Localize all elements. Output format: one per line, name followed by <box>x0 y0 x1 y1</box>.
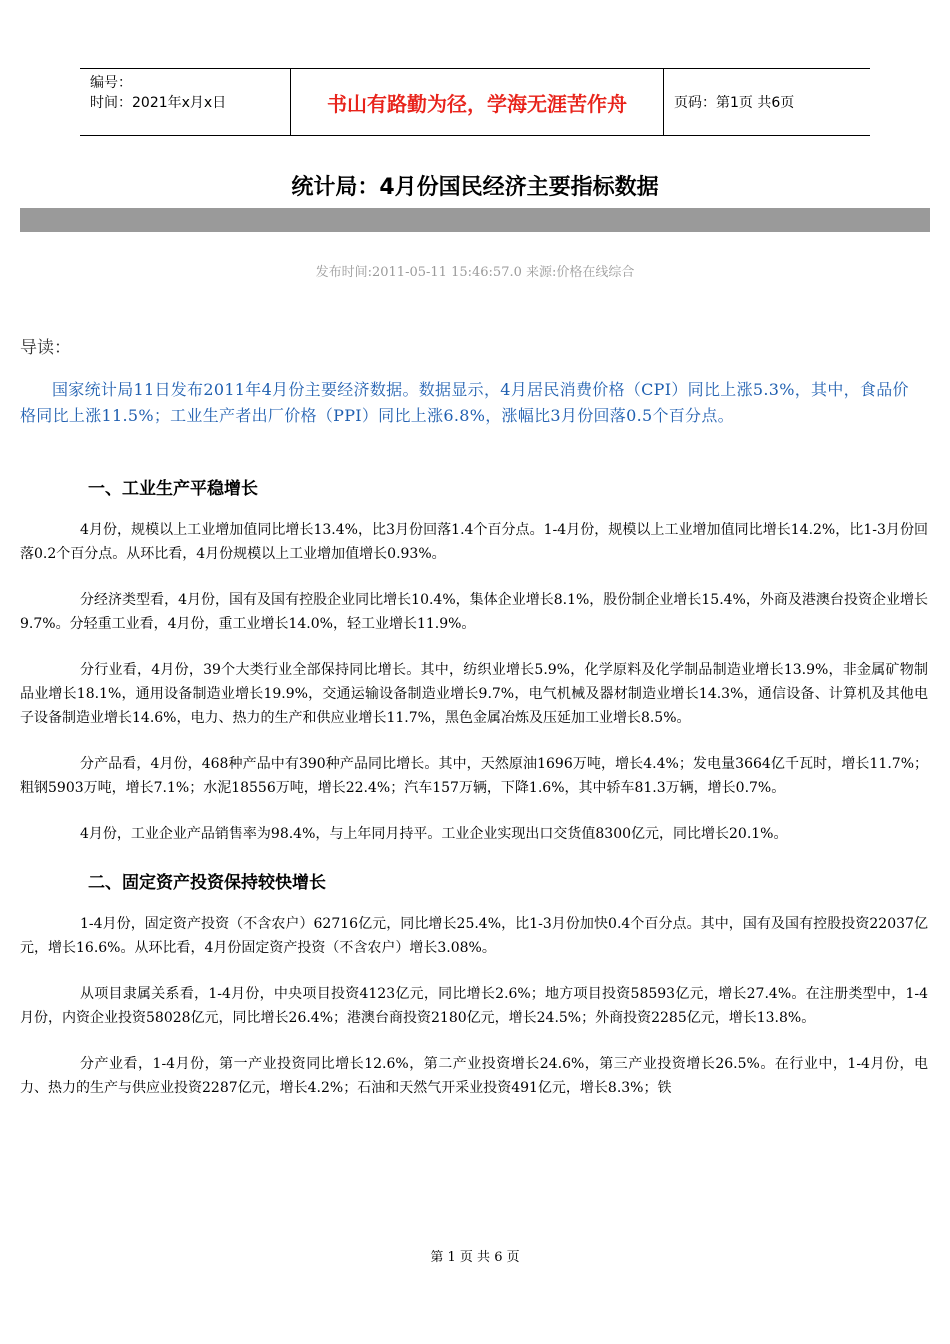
paragraph: 4月份，规模以上工业增加值同比增长13.4%，比3月份回落1.4个百分点。1-4月份，规模以上工业增加值同比增长14.2%，比1-3月份回落0.2个百分点。从环比看，4月份规模以上工业增加值增长0.93%。 <box>20 522 928 562</box>
header-page-info: 页码：第1页 共6页 <box>674 95 795 111</box>
paragraph: 分产品看，4月份，468种产品中有390种产品同比增长。其中，天然原油1696万吨，增长4.4%；发电量3664亿千瓦时，增长11.7%；粗钢5903万吨，增长7.1%；水泥18556万吨，增长22.4%；汽车157万辆，下降1.6%，其中轿车81.3万辆，增长0.7%。 <box>20 756 928 796</box>
section-heading-industry: 一、工业生产平稳增长 <box>88 479 258 499</box>
paragraph: 分行业看，4月份，39个大类行业全部保持同比增长。其中，纺织业增长5.9%，化学原料及化学制品制造业增长13.9%，非金属矿物制品业增长18.1%，通用设备制造业增长19.9%，交通运输设备制造业增长9.7%，电气机械及器材制造业增长14.3%，通信设备、计算机及其他电子设备制造业增长14.6%，电力、热力的生产和供应业增长11.7%，黑色金属冶炼及压延加工业增长8.5%。 <box>20 662 928 726</box>
paragraph: 从项目隶属关系看，1-4月份，中央项目投资4123亿元，同比增长2.6%；地方项目投资58593亿元，增长27.4%。在注册类型中，1-4月份，内资企业投资58028亿元，同比增长26.4%；港澳台商投资2180亿元，增长24.5%；外商投资2285亿元，增长13.8%。 <box>20 986 928 1026</box>
document-header <box>80 68 870 136</box>
header-motto: 书山有路勤为径，学海无涯苦作舟 <box>291 69 664 135</box>
article-body <box>20 474 928 1122</box>
article-meta: 发布时间:2011-05-11 15:46:57.0 来源:价格在线综合 <box>315 265 635 280</box>
lead-paragraph: 国家统计局11日发布2011年4月份主要经济数据。数据显示，4月居民消费价格（CPI）同比上涨5.3%，其中，食品价格同比上涨11.5%；工业生产者出厂价格（PPI）同比上涨6.8%，涨幅比3月份回落0.5个百分点。 <box>20 380 909 425</box>
page-footer: 第 1 页 共 6 页 <box>430 1250 520 1265</box>
lead-label: 导读： <box>20 338 71 358</box>
title-divider-bar <box>20 208 930 232</box>
article-title: 统计局：4月份国民经济主要指标数据 <box>291 175 659 200</box>
paragraph: 分产业看，1-4月份，第一产业投资同比增长12.6%，第二产业投资增长24.6%，第三产业投资增长26.5%。在行业中，1-4月份，电力、热力的生产与供应业投资2287亿元，增长4.2%；石油和天然气开采业投资491亿元，增长8.3%；铁 <box>20 1056 928 1096</box>
paragraph: 4月份，工业企业产品销售率为98.4%，与上年同月持平。工业企业实现出口交货值8300亿元，同比增长20.1%。 <box>80 826 788 842</box>
header-info-cell <box>80 69 291 135</box>
paragraph: 1-4月份，固定资产投资（不含农户）62716亿元，同比增长25.4%，比1-3月份加快0.4个百分点。其中，国有及国有控股投资22037亿元，增长16.6%。从环比看，4月份固定资产投资（不含农户）增长3.08%。 <box>20 916 928 956</box>
paragraph: 分经济类型看，4月份，国有及国有控股企业同比增长10.4%，集体企业增长8.1%，股份制企业增长15.4%，外商及港澳台投资企业增长9.7%。分轻重工业看，4月份，重工业增长14.0%，轻工业增长11.9%。 <box>20 592 928 632</box>
header-time-label: 时间：2021年x月x日 <box>90 95 227 111</box>
section-heading-investment: 二、固定资产投资保持较快增长 <box>88 873 326 893</box>
header-number-label: 编号： <box>90 75 132 91</box>
